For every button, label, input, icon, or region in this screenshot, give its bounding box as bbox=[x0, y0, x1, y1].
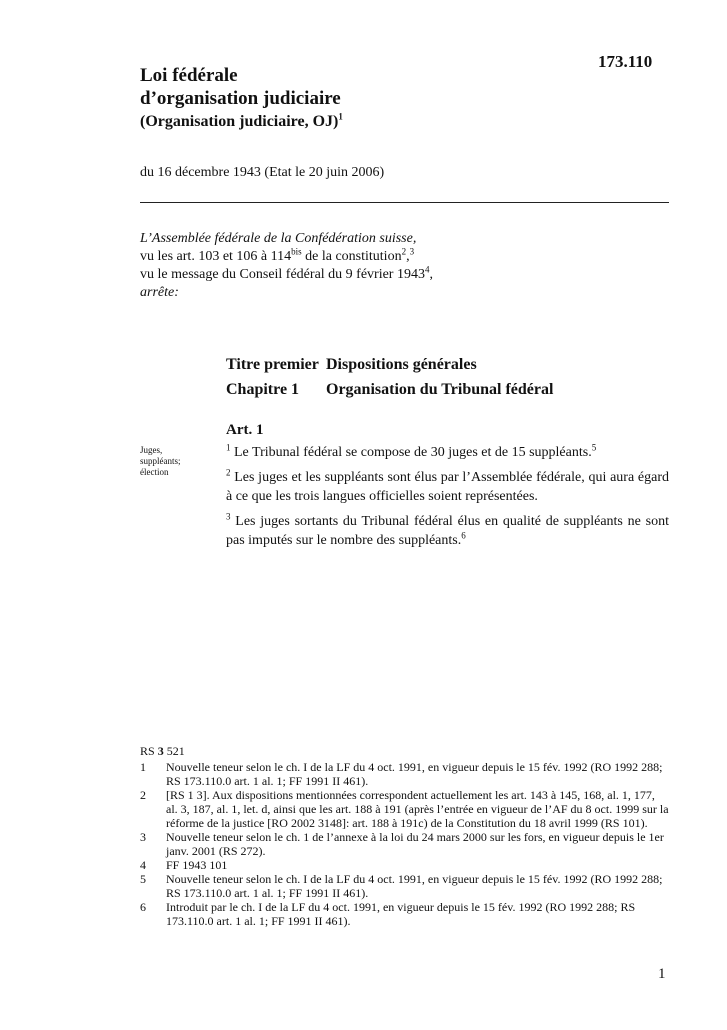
preamble-text: , bbox=[429, 267, 433, 282]
margin-note-line: élection bbox=[140, 467, 169, 477]
footnote-ref-5[interactable]: 5 bbox=[591, 442, 597, 453]
preamble-text: de la constitution bbox=[301, 249, 402, 264]
chapter-label: Chapitre 1 bbox=[226, 381, 300, 398]
chapter-heading bbox=[226, 381, 553, 399]
title-line-2: d’organisation judiciaire bbox=[140, 88, 341, 109]
footnote-ref-6[interactable]: 6 bbox=[461, 530, 466, 541]
page-number: 1 bbox=[658, 966, 666, 982]
margin-note-line: suppléants; bbox=[140, 456, 181, 466]
footnote-ref-2[interactable]: 2 bbox=[401, 246, 407, 257]
footnote-number: 6 bbox=[140, 900, 146, 914]
article-paragraphs bbox=[226, 443, 669, 556]
rs-label: RS bbox=[140, 744, 158, 758]
footnote bbox=[140, 872, 669, 900]
title-line-1: Loi fédérale bbox=[140, 65, 238, 86]
paragraph-2 bbox=[226, 468, 669, 506]
margin-note-line: Juges, bbox=[140, 445, 163, 455]
paragraph-number: 1 bbox=[226, 442, 231, 453]
footnote-text: Nouvelle teneur selon le ch. I de la LF du 4 oct. 1991, en vigueur depuis le 15 fév. 1992 (RO 1992 288; RS 173.110.0 art. 1 al. 1; FF 1991 II 461). bbox=[166, 872, 663, 900]
document-number: 173.110 bbox=[598, 52, 653, 71]
article-label: Art. 1 bbox=[226, 422, 264, 438]
footnote bbox=[140, 788, 669, 830]
paragraph-3 bbox=[226, 512, 669, 550]
article-margin-note bbox=[140, 445, 215, 478]
preamble-assembly: L’Assemblée fédérale de la Confédération suisse, bbox=[140, 231, 417, 246]
preamble-text: , bbox=[406, 249, 410, 264]
footnote-text: Nouvelle teneur selon le ch. 1 de l’annexe à la loi du 24 mars 2000 sur les fors, en vigueur depuis le 1er janv. 2001 (RS 272). bbox=[166, 830, 664, 858]
bis-superscript: bis bbox=[291, 246, 302, 257]
footnote bbox=[140, 858, 669, 872]
footnote-text: Introduit par le ch. I de la LF du 4 oct. 1991, en vigueur depuis le 15 fév. 1992 (RO 1992 288; RS 173.110.0 art. 1 al. 1; FF 1991 II 461). bbox=[166, 900, 636, 928]
footnote-ref-4[interactable]: 4 bbox=[424, 264, 430, 275]
paragraph-number: 2 bbox=[226, 467, 231, 478]
preamble-text: vu les art. 103 et 106 à 114 bbox=[140, 249, 292, 264]
enactment-date: du 16 décembre 1943 (Etat le 20 juin 2006) bbox=[140, 165, 385, 180]
rs-number: 521 bbox=[163, 744, 185, 758]
title-label: Titre premier bbox=[226, 356, 319, 373]
preamble-message-line bbox=[140, 266, 433, 284]
header-divider bbox=[140, 202, 669, 203]
footnote-number: 1 bbox=[140, 760, 146, 774]
footnote-number: 2 bbox=[140, 788, 146, 802]
rs-number-bold: 3 bbox=[157, 744, 164, 758]
paragraph-text: Le Tribunal fédéral se compose de 30 juges et de 15 suppléants. bbox=[230, 445, 592, 460]
footnote-text: [RS 1 3]. Aux dispositions mentionnées correspondent actuellement les art. 143 à 145, 168, al. 1, 177, al. 3, 187, al. 1, let. d, ainsi que les art. 188 à 191 (après l’entrée en vigueur de l’AF du 8 oct. 1999 sur la réforme de la justice [RO 2002 3148]: art. 188 à 191c) de la Constitution du 18 avril 1999 (RS 101). bbox=[166, 788, 669, 830]
preamble bbox=[140, 230, 433, 302]
footnote bbox=[140, 830, 669, 858]
law-title bbox=[140, 64, 341, 110]
footnote-text: Nouvelle teneur selon le ch. I de la LF du 4 oct. 1991, en vigueur depuis le 15 fév. 1992 (RO 1992 288; RS 173.110.0 art. 1 al. 1; FF 1991 II 461). bbox=[166, 760, 663, 788]
title-heading bbox=[226, 356, 477, 374]
paragraph-text: Les juges sortants du Tribunal fédéral élus en qualité de suppléants ne sont pas imputés sur le nombre des suppléants. bbox=[226, 514, 669, 548]
footnote-text: FF 1943 101 bbox=[166, 858, 228, 872]
paragraph-text: Les juges et les suppléants sont élus par l’Assemblée fédérale, qui aura égard à ce que les trois langues officielles soient représentées. bbox=[226, 470, 669, 504]
footnote bbox=[140, 760, 669, 788]
title-text: Dispositions générales bbox=[326, 356, 477, 373]
preamble-text: vu le message du Conseil fédéral du 9 février 1943 bbox=[140, 267, 425, 282]
footnote-number: 3 bbox=[140, 830, 146, 844]
footnote-number: 4 bbox=[140, 858, 146, 872]
footnote-number: 5 bbox=[140, 872, 146, 886]
paragraph-number: 3 bbox=[226, 511, 231, 522]
footnotes bbox=[140, 760, 669, 928]
footnote bbox=[140, 900, 669, 928]
footnote-ref-3[interactable]: 3 bbox=[409, 246, 415, 257]
footnote-ref-1[interactable]: 1 bbox=[338, 111, 343, 122]
chapter-text: Organisation du Tribunal fédéral bbox=[326, 381, 554, 398]
short-title-text: (Organisation judiciaire, OJ) bbox=[140, 113, 339, 130]
rs-reference bbox=[140, 744, 185, 759]
law-short-title bbox=[140, 113, 343, 131]
preamble-decree: arrête: bbox=[140, 285, 179, 300]
preamble-constitution-line bbox=[140, 248, 433, 266]
paragraph-1 bbox=[226, 443, 669, 462]
